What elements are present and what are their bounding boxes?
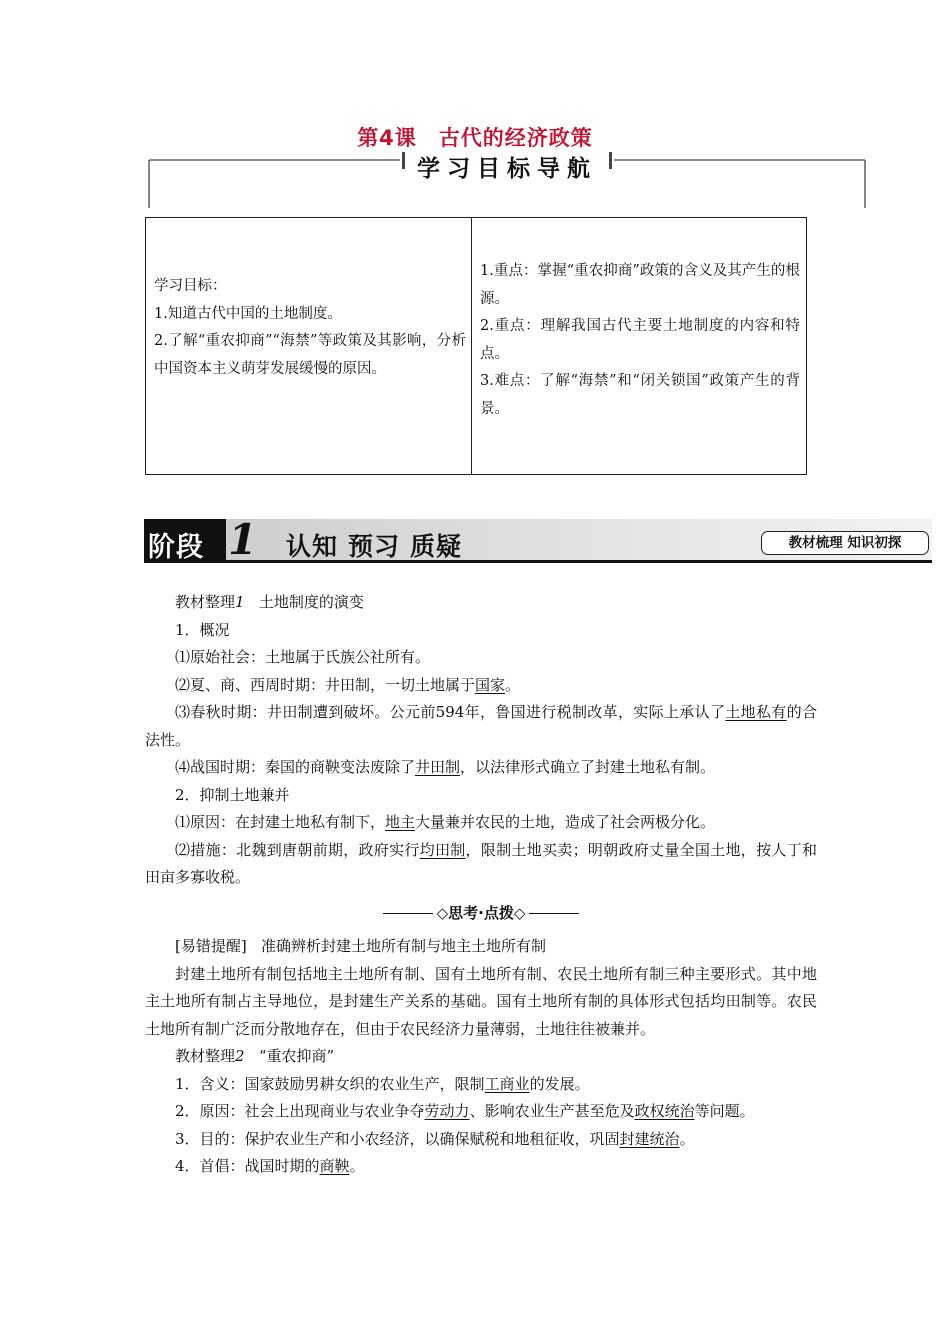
- paragraph: 2．原因：社会上出现商业与农业争夺劳动力、影响农业生产甚至危及政权统治等问题。: [175, 1102, 755, 1120]
- section-title: “重农抑商”: [258, 1047, 335, 1065]
- subheading: 2．抑制土地兼并: [175, 785, 290, 804]
- tip-heading: [145, 933, 817, 961]
- answer-blank: 均田制: [419, 840, 466, 859]
- subheading: 1．概况: [175, 620, 230, 639]
- answer-blank: 封建统治: [619, 1129, 680, 1148]
- goals-right-line: 2.重点：理解我国古代主要土地制度的内容和特点。: [480, 318, 800, 362]
- table-divider: [471, 218, 472, 474]
- section-tip-and-policy: [145, 933, 817, 1181]
- goals-left-line: 2.了解“重农抑商”“海禁”等政策及其影响，分析中国资本主义萌芽发展缓慢的原因。: [154, 333, 466, 377]
- answer-blank: 地主: [385, 813, 416, 831]
- answer-blank: 土地私有: [725, 703, 787, 721]
- stage-title-part: 质疑: [410, 532, 463, 561]
- stage-title-part: 预习: [348, 532, 401, 561]
- answer-blank: 政权统治: [634, 1102, 695, 1120]
- paragraph: 1．含义：国家鼓励男耕女织的农业生产，限制工商业的发展。: [175, 1074, 590, 1093]
- lesson-number: 第4课: [357, 126, 417, 150]
- think-label: ◇思考·点拨◇: [436, 904, 526, 922]
- goals-right-line: 1.重点：掌握“重农抑商”政策的含义及其产生的根源。: [480, 263, 800, 307]
- answer-blank: 劳动力: [424, 1102, 470, 1120]
- section-prefix: 教材整理: [175, 593, 236, 611]
- paragraph: 4．首倡：战国时期的商鞅。: [175, 1157, 365, 1175]
- paragraph: ⑵夏、商、西周时期：井田制，一切土地属于国家。: [175, 675, 521, 694]
- answer-blank: 井田制: [415, 758, 461, 776]
- section-num: 2: [235, 1047, 245, 1065]
- goals-cell-left: [154, 273, 466, 383]
- stage-title: [286, 527, 462, 563]
- section-heading: [145, 589, 817, 617]
- section-num: 1: [235, 593, 245, 611]
- paragraph: ⑷战国时期：秦国的商鞅变法废除了井田制，以法律形式确立了封建土地私有制。: [175, 758, 716, 776]
- paragraph: ⑴原因：在封建土地私有制下，地主大量兼并农民的土地，造成了社会两极分化。: [175, 813, 716, 831]
- think-divider: [145, 902, 817, 923]
- stage-label: 阶段: [148, 532, 204, 563]
- stage-header: [144, 515, 932, 564]
- goals-right-line: 3.难点：了解“海禁”和“闭关锁国”政策产生的背景。: [480, 373, 800, 417]
- goals-left-line: 1.知道古代中国的土地制度。: [154, 305, 342, 322]
- paragraph: ⑶春秋时期：井田制遭到破坏。公元前594年，鲁国进行税制改革，实际上承认了土地私有的合法性。: [145, 703, 817, 749]
- goals-left-line: 学习目标：: [154, 278, 227, 294]
- paragraph: ⑵措施：北魏到唐朝前期，政府实行均田制，限制土地买卖；明朝政府丈量全国土地，按人丁和田亩多寡收税。: [145, 840, 817, 886]
- section-title: 土地制度的演变: [258, 593, 364, 611]
- paragraph: ⑴原始社会：土地属于氏族公社所有。: [175, 648, 431, 666]
- tip-title: 准确辨析封建土地所有制与地主土地所有制: [261, 937, 547, 955]
- section-heading: [145, 1043, 817, 1071]
- section-prefix: 教材整理: [175, 1047, 236, 1065]
- goals-cell-right: [480, 258, 800, 423]
- answer-blank: 工商业: [484, 1074, 530, 1093]
- banner-title: 学习目标导航: [417, 156, 597, 182]
- learning-goals-banner: [148, 148, 866, 210]
- stage-number: 1: [228, 515, 258, 564]
- section-land-system: [145, 589, 817, 892]
- stage-title-part: 认知: [286, 532, 339, 561]
- tip-body: 封建土地所有制包括地主土地所有制、国有土地所有制、农民土地所有制三种主要形式。其中地主土地所有制占主导地位，是封建生产关系的基础。国有土地所有制的具体形式包括均田制等。农民土地所有制广泛而分散地存在，但由于农民经济力量薄弱，土地往往被兼并。: [145, 964, 817, 1038]
- goals-table: [145, 217, 807, 475]
- stage-badge: 教材梳理 知识初探: [761, 531, 929, 555]
- answer-blank: 国家: [475, 675, 506, 694]
- answer-blank: 商鞅: [319, 1157, 350, 1175]
- tip-tag: [易错提醒]: [175, 937, 247, 955]
- lesson-name: 古代的经济政策: [438, 126, 593, 150]
- paragraph: 3．目的：保护农业生产和小农经济，以确保赋税和地租征收，巩固封建统治。: [175, 1129, 695, 1148]
